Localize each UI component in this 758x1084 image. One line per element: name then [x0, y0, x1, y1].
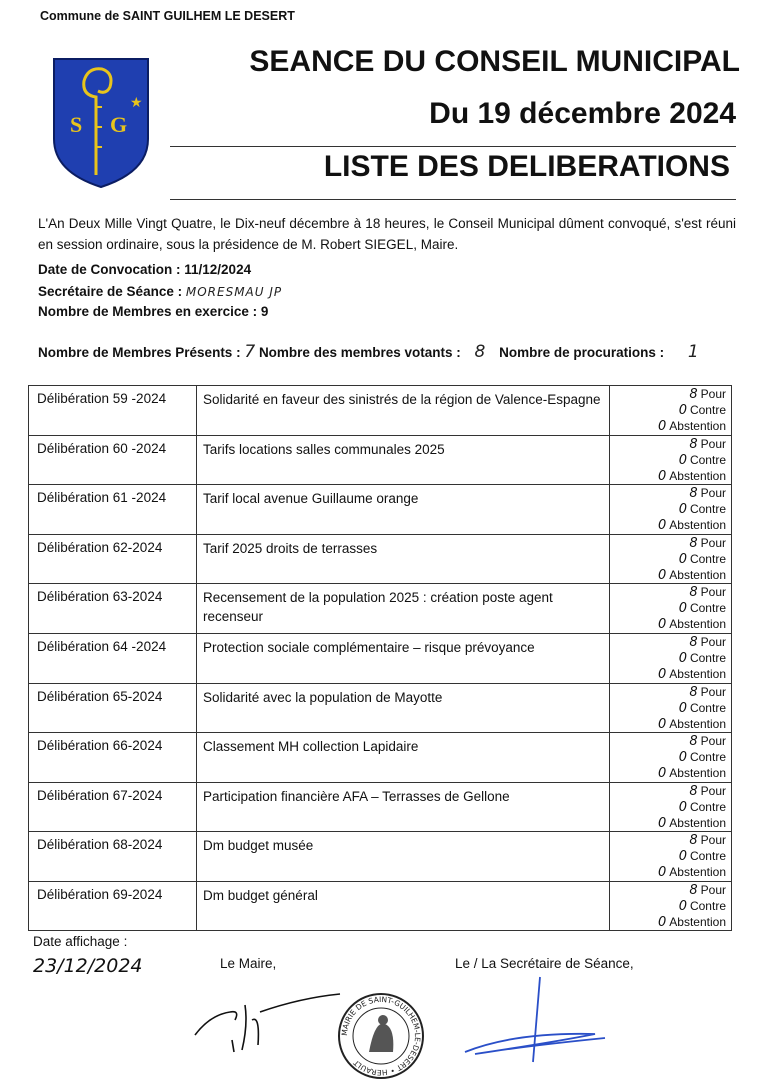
- date-affichage-label: Date affichage :: [33, 934, 128, 949]
- deliberation-row: [28, 435, 732, 485]
- deliberation-ref: Délibération 67-2024: [29, 783, 197, 832]
- title-divider-bottom: [170, 199, 736, 200]
- vote-abstention-count: 0: [658, 766, 667, 782]
- title-seance: SEANCE DU CONSEIL MUNICIPAL: [249, 45, 740, 78]
- vote-pour-count: 8: [689, 783, 698, 799]
- deliberation-row: [28, 732, 732, 782]
- deliberation-subject: Dm budget général: [197, 882, 610, 930]
- vote-pour: [689, 685, 726, 700]
- vote-pour: [689, 536, 726, 551]
- vote-contre-count: 0: [678, 601, 687, 617]
- vote-pour: [689, 883, 726, 898]
- vote-pour: [689, 734, 726, 749]
- vote-pour-count: 8: [689, 833, 698, 849]
- deliberation-row: [28, 831, 732, 881]
- deliberation-subject: Protection sociale complémentaire – risque prévoyance: [197, 634, 610, 683]
- deliberation-ref: Délibération 59 -2024: [29, 386, 197, 435]
- vote-abstention: [658, 717, 726, 732]
- deliberation-votes: [610, 386, 732, 435]
- svg-text:★: ★: [130, 95, 143, 111]
- vote-abstention-label: Abstention: [669, 766, 726, 781]
- deliberation-subject: Tarif local avenue Guillaume orange: [197, 485, 610, 534]
- mairie-stamp-icon: [335, 990, 427, 1082]
- deliberation-subject: Solidarité avec la population de Mayotte: [197, 684, 610, 733]
- vote-pour-count: 8: [689, 387, 698, 402]
- deliberation-votes: [610, 832, 732, 881]
- vote-pour-count: 8: [689, 684, 698, 700]
- vote-contre-count: 0: [678, 452, 687, 468]
- vote-contre-count: 0: [678, 651, 687, 666]
- vote-contre: [679, 849, 726, 864]
- intro-paragraph: L'An Deux Mille Vingt Quatre, le Dix-neuf décembre à 18 heures, le Conseil Municipal dûment convoqué, s'est réuni en session ordinaire, sous la présidence de M. Robert SIEGEL, Maire.: [38, 216, 736, 252]
- counts-line: [38, 342, 738, 362]
- vote-abstention-count: 0: [658, 419, 667, 434]
- deliberation-subject: Solidarité en faveur des sinistrés de la région de Valence-Espagne: [197, 386, 610, 435]
- deliberation-subject: Tarifs locations salles communales 2025: [197, 436, 610, 485]
- vote-contre-label: Contre: [689, 502, 726, 517]
- vote-contre: [679, 750, 726, 765]
- maire-label: Le Maire,: [220, 956, 277, 971]
- presents-label: Nombre de Membres Présents :: [38, 345, 241, 360]
- vote-abstention: [658, 865, 726, 880]
- vote-contre-label: Contre: [689, 849, 726, 864]
- vote-pour: [689, 486, 726, 501]
- vote-abstention-label: Abstention: [669, 617, 726, 632]
- deliberation-ref: Délibération 64 -2024: [29, 634, 197, 683]
- title-date: Du 19 décembre 2024: [429, 97, 736, 130]
- vote-contre-count: 0: [678, 750, 687, 766]
- vote-abstention: [658, 617, 726, 632]
- vote-contre: [679, 552, 726, 567]
- vote-pour-label: Pour: [700, 436, 726, 451]
- maire-signature: [190, 990, 350, 1060]
- vote-abstention-label: Abstention: [669, 667, 726, 681]
- vote-pour-count: 8: [689, 883, 698, 898]
- title-liste: LISTE DES DELIBERATIONS: [323, 150, 730, 183]
- vote-pour: [689, 833, 726, 848]
- vote-contre-count: 0: [678, 700, 687, 716]
- vote-abstention-label: Abstention: [669, 716, 726, 731]
- secretaire-value: MORESMAU JP: [185, 285, 283, 299]
- deliberation-ref: Délibération 61 -2024: [29, 485, 197, 534]
- deliberation-row: [28, 881, 732, 931]
- votants-label: Nombre des membres votants :: [258, 345, 461, 360]
- commune-crest-icon: [52, 57, 150, 189]
- vote-abstention-label: Abstention: [669, 468, 726, 483]
- vote-abstention-label: Abstention: [669, 518, 726, 533]
- commune-name: Commune de SAINT GUILHEM LE DESERT: [40, 9, 295, 23]
- deliberation-row: [28, 583, 732, 633]
- vote-pour-count: 8: [689, 535, 698, 551]
- vote-abstention-label: Abstention: [669, 567, 726, 582]
- deliberation-row: [28, 484, 732, 534]
- deliberation-ref: Délibération 68-2024: [29, 832, 197, 881]
- vote-contre-count: 0: [678, 502, 687, 518]
- vote-pour: [689, 585, 726, 600]
- vote-pour-label: Pour: [700, 486, 726, 501]
- vote-contre: [679, 651, 726, 666]
- vote-contre-label: Contre: [689, 899, 726, 913]
- deliberation-ref: Délibération 66-2024: [29, 733, 197, 782]
- deliberation-ref: Délibération 60 -2024: [29, 436, 197, 485]
- deliberation-ref: Délibération 62-2024: [29, 535, 197, 584]
- vote-abstention-count: 0: [658, 617, 667, 633]
- deliberation-row: [28, 633, 732, 683]
- deliberation-subject: Recensement de la population 2025 : création poste agent recenseur: [197, 584, 610, 633]
- deliberation-ref: Délibération 69-2024: [29, 882, 197, 930]
- vote-abstention-label: Abstention: [669, 865, 726, 880]
- deliberation-row: [28, 782, 732, 832]
- deliberation-votes: [610, 535, 732, 584]
- vote-contre: [679, 502, 726, 517]
- vote-contre-label: Contre: [689, 799, 726, 814]
- deliberation-votes: [610, 584, 732, 633]
- vote-pour-label: Pour: [700, 585, 726, 600]
- vote-pour-label: Pour: [700, 833, 726, 848]
- vote-contre-count: 0: [678, 899, 687, 914]
- vote-abstention: [658, 518, 726, 533]
- convocation-date: Date de Convocation : 11/12/2024: [38, 262, 252, 277]
- presents-value: 7: [244, 342, 256, 362]
- vote-abstention: [658, 568, 726, 583]
- vote-pour-count: 8: [689, 585, 698, 601]
- stamp-text: MAIRIE DE SAINT-GUILHEM-LE-DESERT • HERAULT: [339, 994, 423, 1078]
- vote-contre: [679, 899, 726, 914]
- vote-pour-label: Pour: [700, 783, 726, 798]
- svg-text:S: S: [70, 112, 83, 137]
- vote-contre-label: Contre: [689, 601, 726, 616]
- deliberation-row: [28, 683, 732, 733]
- vote-contre: [679, 453, 726, 468]
- vote-contre-label: Contre: [689, 700, 726, 715]
- vote-contre: [679, 601, 726, 616]
- vote-contre-count: 0: [678, 551, 687, 567]
- vote-pour-count: 8: [689, 486, 698, 502]
- vote-pour-label: Pour: [700, 387, 726, 401]
- title-divider-top: [170, 146, 736, 147]
- vote-contre-label: Contre: [689, 403, 726, 417]
- vote-abstention: [658, 766, 726, 781]
- deliberation-row: [28, 534, 732, 584]
- vote-abstention-count: 0: [658, 567, 667, 583]
- vote-abstention: [658, 469, 726, 484]
- vote-pour: [689, 387, 726, 402]
- vote-pour: [689, 437, 726, 452]
- deliberation-subject: Dm budget musée: [197, 832, 610, 881]
- deliberation-ref: Délibération 65-2024: [29, 684, 197, 733]
- secretaire-signature: [455, 972, 615, 1072]
- deliberation-ref: Délibération 63-2024: [29, 584, 197, 633]
- deliberation-votes: [610, 485, 732, 534]
- deliberation-votes: [610, 436, 732, 485]
- vote-abstention-label: Abstention: [669, 915, 726, 929]
- vote-abstention: [658, 419, 726, 434]
- vote-pour-label: Pour: [700, 734, 726, 749]
- vote-pour: [689, 635, 726, 650]
- vote-abstention: [658, 816, 726, 831]
- vote-contre: [679, 403, 726, 418]
- membres-exercice: Nombre de Membres en exercice : 9: [38, 304, 269, 319]
- vote-contre-label: Contre: [689, 750, 726, 765]
- svg-text:G: G: [110, 112, 128, 137]
- vote-contre-label: Contre: [689, 551, 726, 566]
- vote-abstention-label: Abstention: [669, 419, 726, 433]
- vote-pour-count: 8: [689, 635, 698, 650]
- secretaire-line: [38, 284, 282, 299]
- vote-pour-label: Pour: [700, 635, 726, 649]
- vote-pour-label: Pour: [700, 883, 726, 897]
- vote-abstention-count: 0: [658, 865, 667, 881]
- vote-abstention-count: 0: [658, 518, 667, 534]
- deliberation-votes: [610, 634, 732, 683]
- vote-abstention-count: 0: [658, 716, 667, 732]
- deliberation-votes: [610, 684, 732, 733]
- vote-abstention-count: 0: [658, 815, 667, 831]
- vote-contre: [679, 800, 726, 815]
- vote-contre-label: Contre: [689, 651, 726, 665]
- vote-contre-count: 0: [678, 799, 687, 815]
- vote-pour-count: 8: [689, 436, 698, 452]
- vote-abstention: [658, 667, 726, 682]
- vote-abstention-count: 0: [658, 667, 667, 682]
- vote-contre: [679, 701, 726, 716]
- deliberation-subject: Classement MH collection Lapidaire: [197, 733, 610, 782]
- deliberation-subject: Tarif 2025 droits de terrasses: [197, 535, 610, 584]
- vote-abstention-count: 0: [658, 915, 667, 930]
- vote-pour-count: 8: [689, 734, 698, 750]
- votants-value: 8: [474, 342, 486, 362]
- deliberation-subject: Participation financière AFA – Terrasses de Gellone: [197, 783, 610, 832]
- vote-pour: [689, 784, 726, 799]
- vote-abstention-label: Abstention: [669, 815, 726, 830]
- vote-abstention-count: 0: [658, 468, 667, 484]
- deliberation-votes: [610, 733, 732, 782]
- secretaire-signature-label: Le / La Secrétaire de Séance,: [455, 956, 634, 971]
- procurations-label: Nombre de procurations :: [499, 345, 665, 360]
- procurations-value: 1: [687, 342, 699, 362]
- deliberation-row: [28, 385, 732, 435]
- vote-pour-label: Pour: [700, 684, 726, 699]
- vote-pour-label: Pour: [700, 535, 726, 550]
- vote-contre-count: 0: [678, 403, 687, 418]
- vote-contre-label: Contre: [689, 452, 726, 467]
- deliberation-votes: [610, 783, 732, 832]
- date-affichage-value: 23/12/2024: [33, 955, 143, 977]
- vote-abstention: [658, 915, 726, 930]
- secretaire-label: Secrétaire de Séance :: [38, 284, 183, 299]
- vote-contre-count: 0: [678, 849, 687, 865]
- deliberation-votes: [610, 882, 732, 930]
